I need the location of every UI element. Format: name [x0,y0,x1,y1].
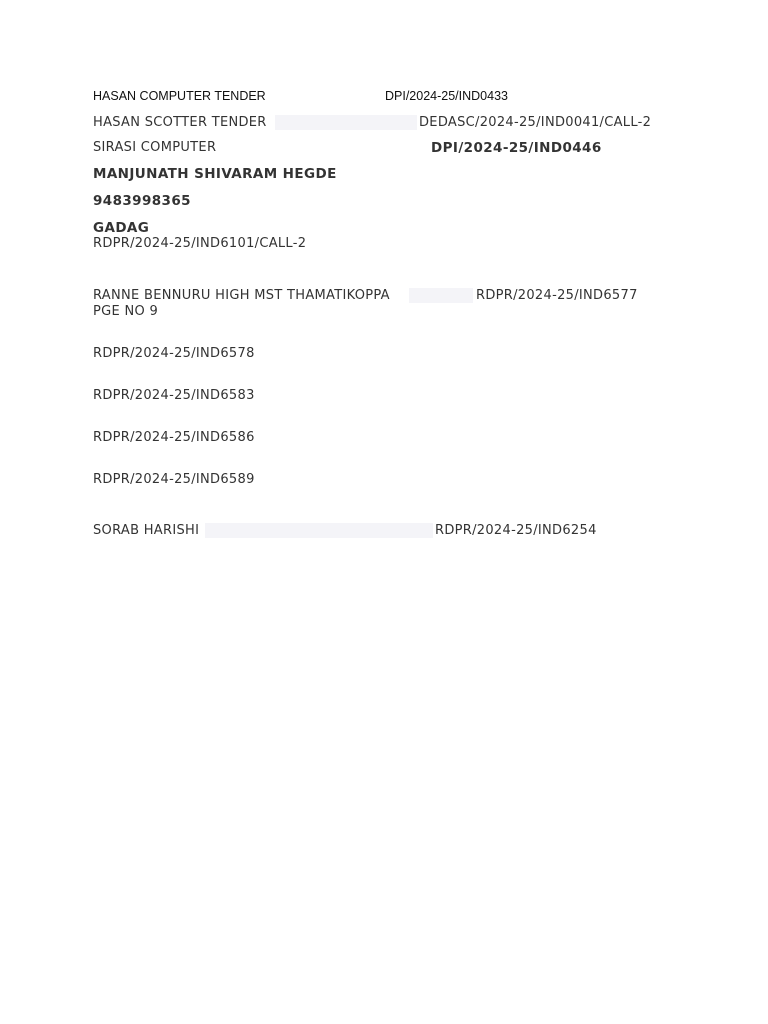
text-line [93,288,638,304]
line-text: PGE NO 9 [93,304,159,319]
text-line [93,193,191,209]
line-text: RDPR/2024-25/IND6586 [93,430,255,445]
highlight-band [205,523,433,538]
line-label: SORAB HARISHI [93,523,200,538]
line-reference: DPI/2024-25/IND0446 [431,140,602,156]
line-text: RDPR/2024-25/IND6589 [93,472,255,487]
text-line [93,304,158,320]
text-line [93,166,337,182]
text-line [93,472,255,488]
line-label: HASAN COMPUTER TENDER [93,89,266,103]
text-line [93,346,255,362]
line-reference: RDPR/2024-25/IND6577 [476,288,638,303]
line-reference: DEDASC/2024-25/IND0041/CALL-2 [419,115,652,130]
line-reference: DPI/2024-25/IND0433 [385,89,508,103]
line-text: RDPR/2024-25/IND6101/CALL-2 [93,236,307,251]
text-line [93,140,602,156]
line-text: GADAG [93,220,150,236]
text-line [93,115,652,131]
text-line [93,236,306,252]
line-label: RANNE BENNURU HIGH MST THAMATIKOPPA [93,288,390,303]
text-line [93,220,149,236]
line-reference: RDPR/2024-25/IND6254 [435,523,597,538]
line-label: HASAN SCOTTER TENDER [93,115,267,130]
text-line [93,430,255,446]
line-text: MANJUNATH SHIVARAM HEGDE [93,166,337,182]
text-line [93,388,255,404]
highlight-band [275,115,417,130]
text-line [93,523,597,539]
line-label: SIRASI COMPUTER [93,140,217,155]
text-line [93,88,508,104]
line-text: RDPR/2024-25/IND6583 [93,388,255,403]
line-text: RDPR/2024-25/IND6578 [93,346,255,361]
line-text: 9483998365 [93,193,191,209]
highlight-band [409,288,473,303]
